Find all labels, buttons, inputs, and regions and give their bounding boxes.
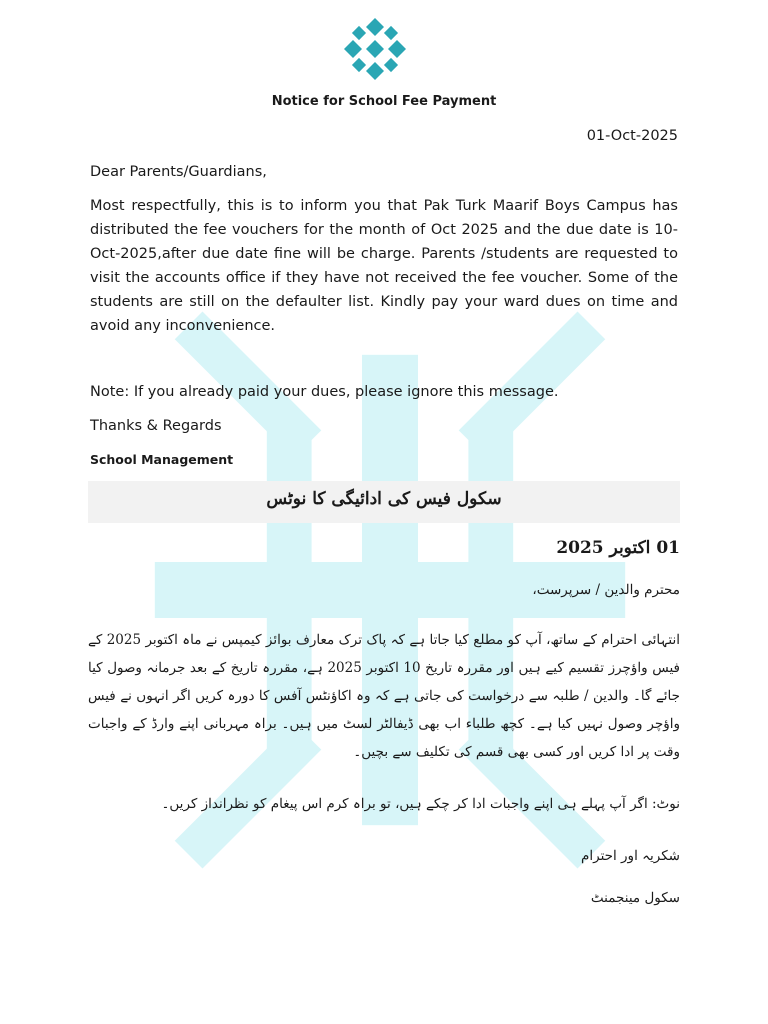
urdu-signature: سکول مینجمنٹ (590, 890, 680, 906)
notice-note: Note: If you already paid your dues, please ignore this message. (90, 384, 559, 400)
salutation: Dear Parents/Guardians, (90, 164, 267, 180)
urdu-salutation: محترم والدین / سرپرست، (532, 582, 680, 598)
urdu-body: انتہائی احترام کے ساتھ، آپ کو مطلع کیا جاتا ہے کہ پاک ترک معارف بوائز کیمپس نے ماہ اکتوبر 2025 کے فیس واؤچرز تقسیم کیے ہیں اور مقررہ تاریخ 10 اکتوبر 2025 ہے، مقررہ تاریخ کے بعد جرمانہ وصول کیا جائے گا۔ والدین / طلبہ سے درخواست کی جاتی ہے کہ وہ اکاؤنٹس آفس کا دورہ کریں اگر انہوں نے فیس واؤچر وصول نہیں کیا ہے۔ کچھ طلباء اب بھی ڈیفالٹر لسٹ میں ہیں۔ براہ مہربانی اپنے وارڈ کے واجبات وقت پر ادا کریں اور کسی بھی قسم کی تکلیف سے بچیں۔ (88, 632, 681, 760)
urdu-closing: شکریہ اور احترام (581, 848, 680, 864)
urdu-title: سکول فیس کی ادائیگی کا نوٹس (266, 489, 502, 509)
notice-date: 01-Oct-2025 (586, 128, 678, 144)
urdu-date: 01 اکتوبر 2025 (556, 538, 680, 558)
notice-title: Notice for School Fee Payment (271, 94, 497, 109)
notice-body: Most respectfully, this is to inform you that Pak Turk Maarif Boys Campus has distributed the fee vouchers for the month of Oct 2025 and the due date is 10-Oct-2025,after due date fine will be charge. Parents /students are requested to visit the accounts office if they have not received the fee voucher. Some of the students are still on the defaulter list. Kindly pay your ward dues on time and avoid any inconvenience. (90, 198, 678, 334)
geometric-star-logo-icon (340, 14, 410, 84)
urdu-note: نوٹ: اگر آپ پہلے ہی اپنے واجبات ادا کر چکے ہیں، تو براہ کرم اس پیغام کو نظرانداز کریں۔ (161, 796, 680, 812)
signature: School Management (90, 452, 234, 467)
closing: Thanks & Regards (90, 418, 222, 434)
